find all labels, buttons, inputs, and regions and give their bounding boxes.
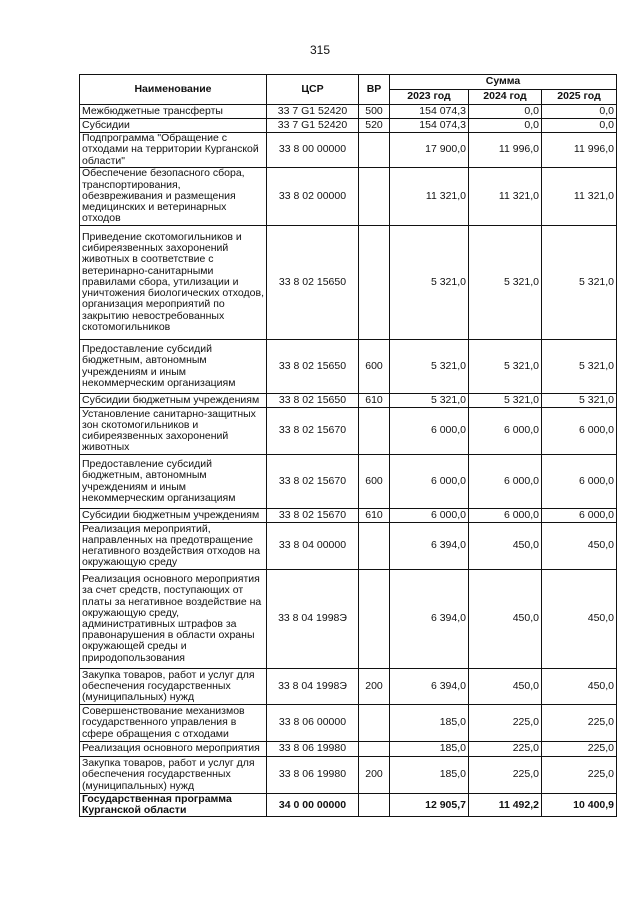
row-sum-2023: 17 900,0 — [390, 133, 469, 168]
row-sum-2024: 5 321,0 — [469, 226, 542, 340]
table-row — [80, 705, 617, 742]
header-vr: ВР — [359, 75, 390, 105]
budget-table — [79, 74, 617, 817]
row-vr — [359, 133, 390, 168]
header-year-2023: 2023 год — [390, 90, 469, 105]
row-name: Государственная программа Курганской области — [80, 794, 267, 817]
row-sum-2023: 11 321,0 — [390, 168, 469, 226]
row-sum-2023: 6 000,0 — [390, 408, 469, 455]
header-year-2024: 2024 год — [469, 90, 542, 105]
row-vr — [359, 570, 390, 669]
row-sum-2025: 5 321,0 — [542, 394, 617, 408]
row-sum-2025: 450,0 — [542, 669, 617, 705]
row-sum-2025: 0,0 — [542, 105, 617, 119]
row-sum-2023: 6 394,0 — [390, 669, 469, 705]
row-vr: 200 — [359, 669, 390, 705]
header-sum: Сумма — [390, 75, 617, 90]
row-csr: 33 8 02 15650 — [267, 340, 359, 394]
table-row — [80, 408, 617, 455]
row-csr: 33 7 G1 52420 — [267, 105, 359, 119]
row-sum-2024: 225,0 — [469, 705, 542, 742]
row-sum-2025: 10 400,9 — [542, 794, 617, 817]
row-sum-2025: 225,0 — [542, 742, 617, 757]
budget-table-body — [80, 105, 617, 817]
row-sum-2023: 154 074,3 — [390, 105, 469, 119]
row-sum-2024: 6 000,0 — [469, 408, 542, 455]
row-csr: 33 8 02 00000 — [267, 168, 359, 226]
table-row — [80, 133, 617, 168]
row-vr — [359, 168, 390, 226]
row-csr: 33 7 G1 52420 — [267, 119, 359, 133]
row-vr — [359, 794, 390, 817]
table-row — [80, 523, 617, 570]
row-csr: 33 8 06 00000 — [267, 705, 359, 742]
header-name: Наименование — [80, 75, 267, 105]
row-vr: 610 — [359, 509, 390, 523]
row-sum-2024: 225,0 — [469, 742, 542, 757]
row-vr: 200 — [359, 757, 390, 794]
row-name: Обеспечение безопасного сбора, транспортирования, обезвреживания и размещения медицинских и ветеринарных отходов — [80, 168, 267, 226]
row-sum-2023: 5 321,0 — [390, 226, 469, 340]
table-row — [80, 119, 617, 133]
row-sum-2024: 0,0 — [469, 105, 542, 119]
row-name: Субсидии бюджетным учреждениям — [80, 394, 267, 408]
row-sum-2025: 450,0 — [542, 570, 617, 669]
table-row — [80, 168, 617, 226]
row-name: Закупка товаров, работ и услуг для обеспечения государственных (муниципальных) нужд — [80, 757, 267, 794]
row-sum-2025: 0,0 — [542, 119, 617, 133]
row-vr — [359, 742, 390, 757]
row-csr: 33 8 00 00000 — [267, 133, 359, 168]
table-row — [80, 226, 617, 340]
row-vr: 610 — [359, 394, 390, 408]
row-sum-2024: 11 492,2 — [469, 794, 542, 817]
row-csr: 33 8 02 15650 — [267, 394, 359, 408]
row-name: Субсидии бюджетным учреждениям — [80, 509, 267, 523]
table-row — [80, 455, 617, 509]
row-name: Закупка товаров, работ и услуг для обеспечения государственных (муниципальных) нужд — [80, 669, 267, 705]
row-csr: 34 0 00 00000 — [267, 794, 359, 817]
row-sum-2024: 450,0 — [469, 570, 542, 669]
row-sum-2023: 154 074,3 — [390, 119, 469, 133]
row-name: Подпрограмма "Обращение с отходами на территории Курганской области" — [80, 133, 267, 168]
row-vr: 600 — [359, 455, 390, 509]
row-sum-2024: 6 000,0 — [469, 455, 542, 509]
row-sum-2023: 185,0 — [390, 757, 469, 794]
row-sum-2024: 6 000,0 — [469, 509, 542, 523]
row-csr: 33 8 04 1998Э — [267, 669, 359, 705]
row-csr: 33 8 06 19980 — [267, 742, 359, 757]
row-csr: 33 8 02 15670 — [267, 509, 359, 523]
row-sum-2025: 225,0 — [542, 705, 617, 742]
header-year-2025: 2025 год — [542, 90, 617, 105]
row-name: Приведение скотомогильников и сибиреязвенных захоронений животных в соответствие с ветеринарно-санитарными правилами сбора, утилизации и уничтожения биологических отходов, организация мероприятий по закрытию невостребованных скотомогильников — [80, 226, 267, 340]
row-sum-2025: 5 321,0 — [542, 340, 617, 394]
row-sum-2023: 12 905,7 — [390, 794, 469, 817]
row-vr — [359, 408, 390, 455]
row-sum-2025: 6 000,0 — [542, 455, 617, 509]
row-sum-2023: 185,0 — [390, 742, 469, 757]
row-sum-2025: 11 996,0 — [542, 133, 617, 168]
row-vr — [359, 523, 390, 570]
row-csr: 33 8 06 19980 — [267, 757, 359, 794]
row-vr: 600 — [359, 340, 390, 394]
row-name: Предоставление субсидий бюджетным, автономным учреждениям и иным некоммерческим организациям — [80, 340, 267, 394]
row-vr — [359, 226, 390, 340]
table-row — [80, 742, 617, 757]
table-row — [80, 340, 617, 394]
row-vr: 500 — [359, 105, 390, 119]
row-csr: 33 8 02 15670 — [267, 408, 359, 455]
row-sum-2024: 11 996,0 — [469, 133, 542, 168]
table-row — [80, 105, 617, 119]
table-row — [80, 570, 617, 669]
row-sum-2023: 5 321,0 — [390, 340, 469, 394]
row-name: Предоставление субсидий бюджетным, автономным учреждениям и иным некоммерческим организациям — [80, 455, 267, 509]
table-row — [80, 394, 617, 408]
row-sum-2024: 225,0 — [469, 757, 542, 794]
row-csr: 33 8 04 00000 — [267, 523, 359, 570]
row-csr: 33 8 02 15650 — [267, 226, 359, 340]
row-csr: 33 8 04 1998Э — [267, 570, 359, 669]
row-vr — [359, 705, 390, 742]
row-sum-2024: 5 321,0 — [469, 394, 542, 408]
page-number: 315 — [309, 43, 331, 57]
row-name: Установление санитарно-защитных зон скотомогильников и сибиреязвенных захоронений животных — [80, 408, 267, 455]
row-name: Субсидии — [80, 119, 267, 133]
row-sum-2023: 6 394,0 — [390, 570, 469, 669]
row-csr: 33 8 02 15670 — [267, 455, 359, 509]
row-name: Реализация мероприятий, направленных на предотвращение негативного воздействия отходов на окружающую среду — [80, 523, 267, 570]
row-sum-2025: 6 000,0 — [542, 408, 617, 455]
table-row — [80, 669, 617, 705]
header-csr: ЦСР — [267, 75, 359, 105]
row-sum-2025: 5 321,0 — [542, 226, 617, 340]
row-name: Реализация основного мероприятия за счет средств, поступающих от платы за негативное воздействие на окружающую среду, административных штрафов за правонарушения в области охраны окружающей среды и природопользования — [80, 570, 267, 669]
row-sum-2025: 6 000,0 — [542, 509, 617, 523]
row-name: Межбюджетные трансферты — [80, 105, 267, 119]
row-vr: 520 — [359, 119, 390, 133]
row-sum-2023: 5 321,0 — [390, 394, 469, 408]
row-sum-2024: 450,0 — [469, 523, 542, 570]
row-sum-2025: 225,0 — [542, 757, 617, 794]
row-sum-2024: 5 321,0 — [469, 340, 542, 394]
row-sum-2024: 0,0 — [469, 119, 542, 133]
table-row — [80, 509, 617, 523]
row-sum-2025: 11 321,0 — [542, 168, 617, 226]
row-sum-2023: 6 000,0 — [390, 455, 469, 509]
row-sum-2023: 185,0 — [390, 705, 469, 742]
row-sum-2023: 6 000,0 — [390, 509, 469, 523]
table-row — [80, 757, 617, 794]
row-name: Совершенствование механизмов государственного управления в сфере обращения с отходами — [80, 705, 267, 742]
row-sum-2024: 11 321,0 — [469, 168, 542, 226]
row-sum-2023: 6 394,0 — [390, 523, 469, 570]
row-name: Реализация основного мероприятия — [80, 742, 267, 757]
row-sum-2025: 450,0 — [542, 523, 617, 570]
row-sum-2024: 450,0 — [469, 669, 542, 705]
table-row — [80, 794, 617, 817]
